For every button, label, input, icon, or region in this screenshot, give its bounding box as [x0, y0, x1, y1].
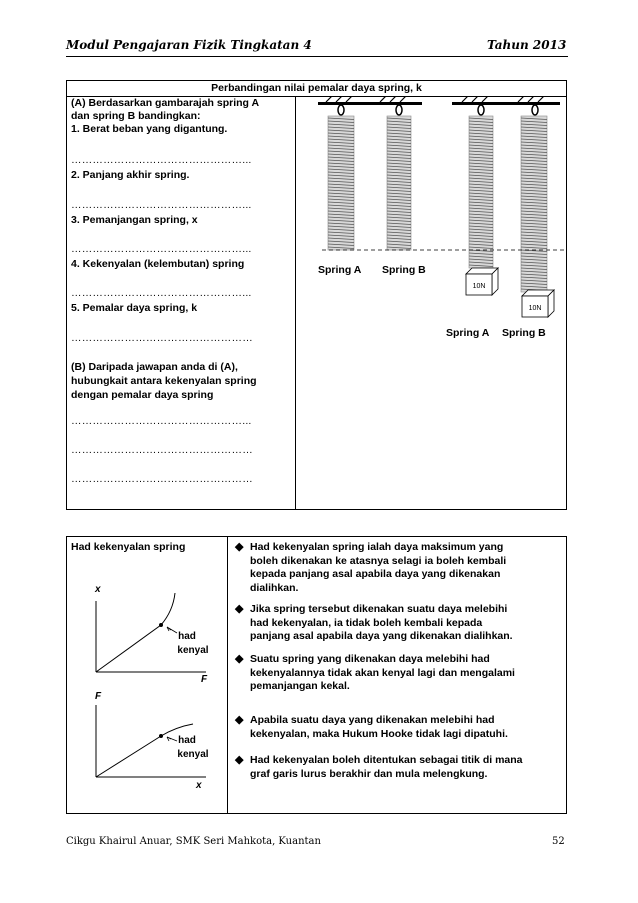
graph1-annotation-had: had: [178, 631, 196, 642]
arrow-2: [167, 737, 177, 741]
diamond-bullet-icon: ◆: [235, 653, 244, 665]
question-4: 4. Kekenyalan (kelembutan) spring: [71, 258, 245, 270]
answer-line-b1: …………………………………………...: [71, 415, 252, 427]
part-b-line-1: (B) Daripada jawapan anda di (A),: [71, 361, 238, 373]
question-3: 3. Pemanjangan spring, x: [71, 214, 198, 226]
comparison-table: [66, 80, 567, 510]
diamond-bullet-icon: ◆: [235, 714, 244, 726]
answer-line-b3: ……………………………………………: [71, 473, 253, 485]
bullet-3-line: Suatu spring yang dikenakan daya melebihi had: [250, 653, 490, 665]
graph-x-vs-f: [94, 584, 209, 685]
spring-b-unloaded: [387, 105, 411, 250]
bullet-3-line: kekenyalannya tidak akan kenyal lagi dan mengalami: [250, 666, 515, 679]
bullet-2-line: Jika spring tersebut dikenakan suatu daya melebihi: [250, 603, 508, 615]
elastic-limit-point-1: [159, 623, 163, 627]
answer-line-4: …………………………………………...: [71, 287, 252, 299]
arrow-1: [167, 627, 177, 633]
graph2-x-label: x: [196, 780, 202, 791]
part-a-heading-2: dan spring B bandingkan:: [71, 110, 201, 122]
label-spring-a-top: Spring A: [318, 264, 362, 276]
load-a-label: 10N: [472, 283, 486, 290]
graph-f-vs-x: [95, 691, 209, 791]
footer-author: Cikgu Khairul Anuar, SMK Seri Mahkota, Kuantan: [66, 836, 321, 847]
label-spring-b-bottom: Spring B: [502, 327, 546, 339]
question-1: 1. Berat beban yang digantung.: [71, 123, 228, 135]
bullet-3-line: pemanjangan kekal.: [250, 680, 350, 692]
elastic-limit-table: [66, 536, 567, 814]
load-b: [522, 290, 554, 317]
diamond-bullet-icon: ◆: [235, 754, 244, 766]
graph1-annotation-kenyal: kenyal: [177, 645, 209, 656]
bullet-1-line: boleh dikenakan ke atasnya selagi ia boleh kembali: [250, 554, 507, 567]
part-b-line-3: dengan pemalar daya spring: [71, 389, 214, 401]
graph1-x-label: F: [201, 674, 208, 685]
table-title: Perbandingan nilai pemalar daya spring, k: [67, 81, 566, 97]
elastic-limit-graphs: [81, 581, 221, 791]
ceiling-support-right: [452, 96, 560, 105]
load-b-label: 10N: [528, 305, 542, 312]
answer-line-5: ……………………………………………: [71, 332, 253, 344]
answer-line-1: …………………………………………...: [71, 154, 252, 166]
bullet-2-line: had kekenyalan, ia tidak boleh kembali kepada: [250, 616, 483, 629]
bullet-5-line: graf garis lurus berakhir dan mula melengkung.: [250, 767, 488, 780]
bullet-4-line: kekenyalan, maka Hukum Hooke tidak lagi dipatuhi.: [250, 727, 508, 740]
graph2-y-label: F: [95, 691, 102, 702]
spring-diagram: [296, 96, 567, 366]
answer-line-3: …………………………………………...: [71, 243, 252, 255]
diamond-bullet-icon: ◆: [235, 541, 244, 553]
question-5: 5. Pemalar daya spring, k: [71, 302, 198, 314]
load-a: [466, 268, 498, 295]
part-a-heading-1: (A) Berdasarkan gambarajah spring A: [71, 97, 260, 109]
ceiling-support-left: [318, 96, 422, 105]
bullet-5-line: Had kekenyalan boleh ditentukan sebagai titik di mana: [250, 754, 523, 766]
column-divider-2: [227, 537, 228, 814]
page-number: 52: [552, 836, 565, 847]
graph1-y-label: x: [95, 584, 101, 595]
label-spring-a-bottom: Spring A: [446, 327, 490, 339]
bullet-1-line: kepada panjang asal apabila daya yang dikenakan: [250, 568, 501, 580]
part-b-line-2: hubungkait antara kekenyalan spring: [71, 375, 257, 387]
graph2-annotation-kenyal: kenyal: [177, 749, 209, 760]
diamond-bullet-icon: ◆: [235, 603, 244, 615]
label-spring-b-top: Spring B: [382, 264, 426, 276]
graph2-annotation-had: had: [178, 735, 196, 746]
elastic-limit-point-2: [159, 734, 163, 738]
bullet-4-line: Apabila suatu daya yang dikenakan melebihi had: [250, 714, 495, 726]
header-rule: [66, 56, 568, 57]
spring-a-unloaded: [328, 105, 354, 250]
header-title: Modul Pengajaran Fizik Tingkatan 4: [66, 38, 312, 52]
header-year: Tahun 2013: [487, 38, 567, 52]
bullet-1-line: dialihkan.: [250, 581, 299, 594]
elastic-limit-title: Had kekenyalan spring: [71, 541, 186, 553]
answer-line-2: …………………………………………...: [71, 199, 252, 211]
bullet-2-line: panjang asal apabila daya yang dikenakan dialihkan.: [250, 630, 513, 642]
question-2: 2. Panjang akhir spring.: [71, 169, 190, 181]
answer-line-b2: ……………………………………………: [71, 444, 253, 456]
bullet-1-line: Had kekenyalan spring ialah daya maksimum yang: [250, 541, 504, 553]
